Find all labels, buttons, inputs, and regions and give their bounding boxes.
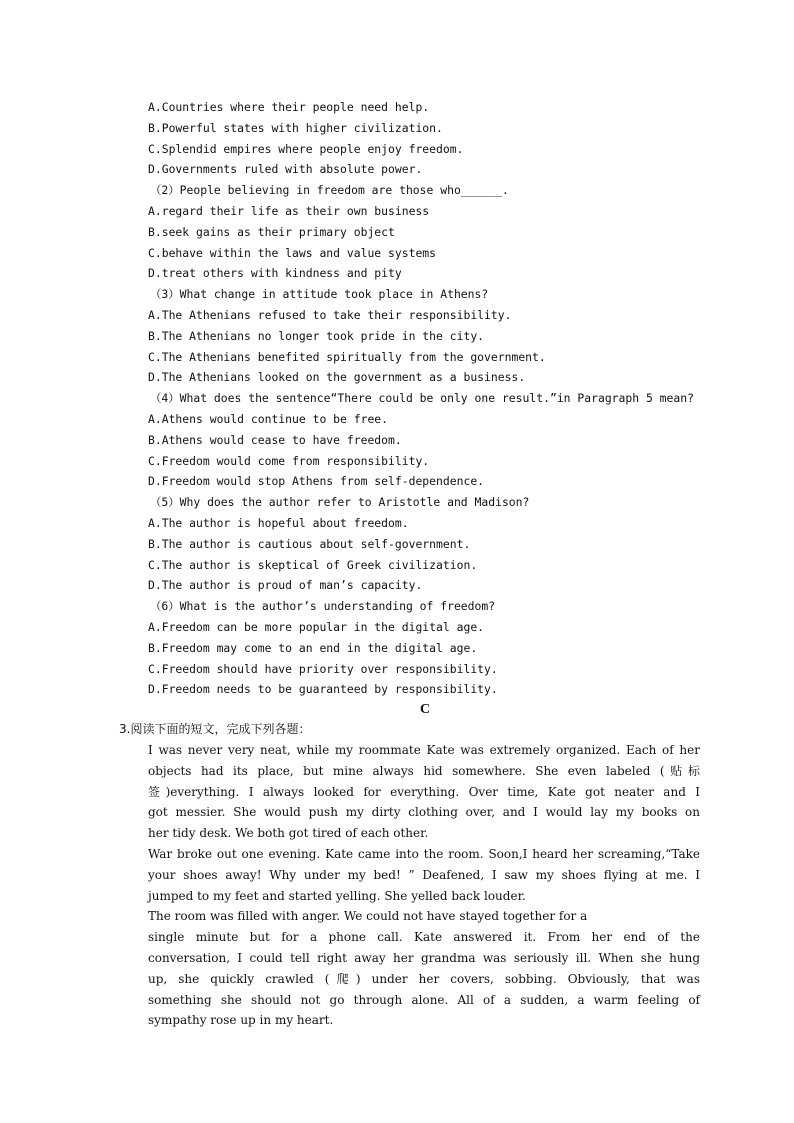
option-d: D.treat others with kindness and pity (148, 266, 402, 281)
option-c: C.The Athenians benefited spiritually from the government. (148, 349, 546, 364)
passage-line: your shoes away! Why under my bed! ” Deafened, I saw my shoes flying at me. I (148, 867, 700, 882)
option-d: D.The author is proud of man’s capacity. (148, 578, 423, 593)
option-b: B.The Athenians no longer took pride in the city. (148, 328, 485, 343)
option-a: A.Freedom can be more popular in the digital age. (148, 619, 485, 634)
passage-line: 签)everything. I always looked for everything. Over time, Kate got neater and I (148, 784, 700, 799)
option-b: B.Athens would cease to have freedom. (148, 432, 402, 447)
question-stem: （5）Why does the author refer to Aristotle and Madison? (150, 495, 530, 510)
passage-line: sympathy rose up in my heart. (148, 1013, 334, 1028)
option-a: A.regard their life as their own business (148, 203, 430, 218)
passage-line: got messier. She would push my dirty clothing over, and I would lay my books on (148, 805, 700, 820)
option-c: C.behave within the laws and value systems (148, 245, 437, 260)
option-c: C.Splendid empires where people enjoy freedom. (148, 141, 464, 156)
question-stem: （3）What change in attitude took place in Athens? (150, 287, 489, 302)
option-a: A.The Athenians refused to take their responsibility. (148, 307, 512, 322)
option-b: B.The author is cautious about self-government. (148, 536, 471, 551)
option-d: D.Freedom would stop Athens from self-dependence. (148, 474, 485, 489)
passage-line: jumped to my feet and started yelling. She yelled back louder. (148, 888, 526, 903)
option-c: C.Freedom would come from responsibility. (148, 453, 430, 468)
option-b: B.Freedom may come to an end in the digital age. (148, 640, 478, 655)
task-instruction: 3.阅读下面的短文，完成下列各题： (119, 722, 311, 736)
question-stem: （6）What is the author’s understanding of freedom? (150, 599, 496, 614)
option-c: C.Freedom should have priority over responsibility. (148, 661, 498, 676)
passage-line: conversation, I could tell right away her grandma was seriously ill. When she hung (148, 950, 700, 965)
option-d: D.Freedom needs to be guaranteed by responsibility. (148, 682, 498, 697)
passage-line: I was never very neat, while my roommate Kate was extremely organized. Each of her (148, 743, 700, 757)
passage-line: objects had its place, but mine always hid somewhere. She even labeled (贴标 (148, 763, 700, 778)
passage-line: her tidy desk. We both got tired of each other. (148, 826, 429, 841)
option-a: A.Countries where their people need help. (148, 100, 430, 114)
option-d: D.The Athenians looked on the government as a business. (148, 370, 526, 385)
reading-passage (148, 740, 700, 1031)
option-c: C.The author is skeptical of Greek civilization. (148, 557, 478, 572)
option-a: A.The author is hopeful about freedom. (148, 515, 409, 530)
section-heading: C (419, 702, 431, 718)
passage-line: something she should not go through alone. All of a sudden, a warm feeling of (148, 992, 700, 1007)
questions-block (148, 97, 708, 721)
passage-line: single minute but for a phone call. Kate answered it. From her end of the (148, 930, 700, 945)
option-b: B.seek gains as their primary object (148, 224, 395, 239)
passage-line: up, she quickly crawled (爬) under her covers, sobbing. Obviously, that was (148, 971, 700, 986)
question-stem: （4）What does the sentence“There could be only one result.”in Paragraph 5 mean? (150, 391, 694, 406)
question-stem: （2）People believing in freedom are those who______. (150, 183, 509, 198)
option-b: B.Powerful states with higher civilization. (148, 120, 443, 135)
option-a: A.Athens would continue to be free. (148, 411, 389, 426)
passage-line: War broke out one evening. Kate came into the room. Soon,I heard her screaming,“Take (148, 846, 700, 861)
passage-line: The room was filled with anger. We could not have stayed together for a (148, 909, 588, 924)
option-d: D.Governments ruled with absolute power. (148, 162, 423, 177)
